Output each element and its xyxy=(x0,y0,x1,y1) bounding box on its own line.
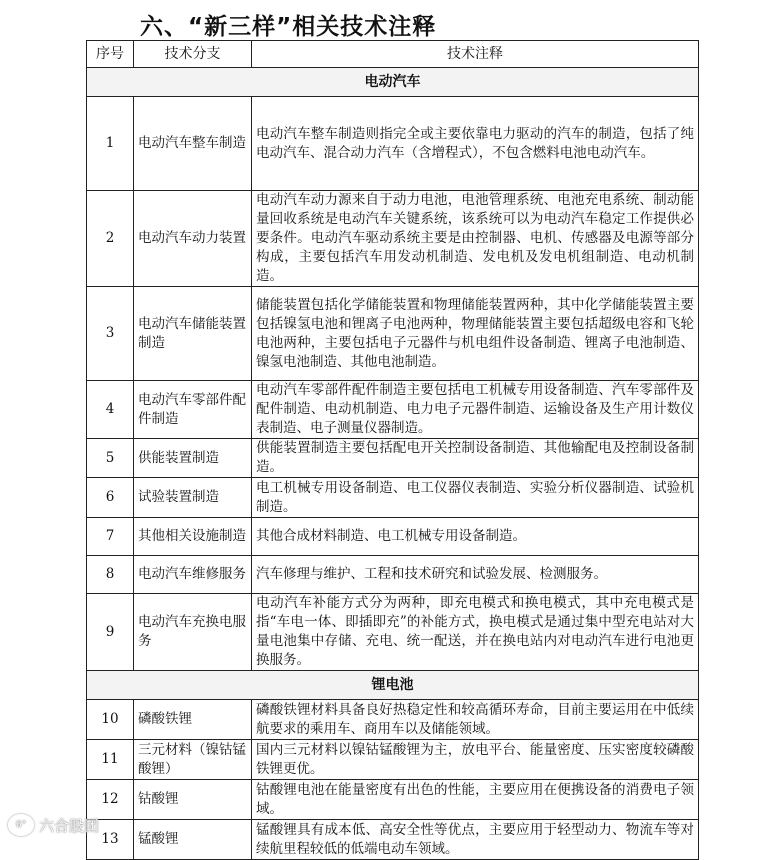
row-branch: 电动汽车维修服务 xyxy=(134,556,252,594)
row-note: 电动汽车动力源来自于动力电池，电池管理系统、电池充电系统、制动能量回收系统是电动汽车关键系统，该系统可以为电动汽车稳定工作提供必要条件。电动汽车驱动系统主要是由控制器、电机、传感器及电源等部分构成，主要包括汽车用发动机制造、发电机及发电机组制造、电动机制造。 xyxy=(252,191,699,287)
row-branch: 电动汽车动力装置 xyxy=(134,191,252,287)
table-row xyxy=(87,556,699,594)
header-number: 序号 xyxy=(87,41,134,68)
section-title: 电动汽车 xyxy=(87,68,699,97)
row-number: 12 xyxy=(87,780,134,820)
row-note: 储能装置包括化学储能装置和物理储能装置两种，其中化学储能装置主要包括镍氢电池和锂离子电池两种，物理储能装置主要包括超级电容和飞轮电池两种，主要包括电子元器件与机电组件设备制造、锂离子电池制造、镍氢电池制造、其他电池制造。 xyxy=(252,287,699,381)
row-number: 7 xyxy=(87,518,134,556)
table-row xyxy=(87,478,699,518)
row-note: 汽车修理与维护、工程和技术研究和试验发展、检测服务。 xyxy=(252,556,699,594)
row-branch: 其他相关设施制造 xyxy=(134,518,252,556)
row-note: 钴酸锂电池在能量密度有出色的性能，主要应用在便携设备的消费电子领域。 xyxy=(252,780,699,820)
table-row xyxy=(87,287,699,381)
row-branch: 磷酸铁锂 xyxy=(134,700,252,740)
row-number: 4 xyxy=(87,381,134,439)
table-row xyxy=(87,381,699,439)
table-row xyxy=(87,97,699,191)
row-branch: 电动汽车储能装置制造 xyxy=(134,287,252,381)
row-note: 电动汽车整车制造则指完全或主要依靠电力驱动的汽车的制造，包括了纯电动汽车、混合动力汽车（含增程式），不包含燃料电池电动汽车。 xyxy=(252,97,699,191)
row-note: 国内三元材料以镍钴锰酸锂为主，放电平台、能量密度、压实密度较磷酸铁锂更优。 xyxy=(252,740,699,780)
row-number: 6 xyxy=(87,478,134,518)
watermark-logo-icon: 6° xyxy=(8,814,34,836)
row-branch: 供能装置制造 xyxy=(134,439,252,478)
row-branch: 电动汽车零部件配件制造 xyxy=(134,381,252,439)
row-branch: 试验装置制造 xyxy=(134,478,252,518)
watermark xyxy=(8,814,99,836)
table-row xyxy=(87,780,699,820)
row-number: 10 xyxy=(87,700,134,740)
row-branch: 电动汽车充换电服务 xyxy=(134,594,252,671)
row-branch: 锰酸锂 xyxy=(134,820,252,860)
row-note: 电工机械专用设备制造、电工仪器仪表制造、实验分析仪器制造、试验机制造。 xyxy=(252,478,699,518)
table-row xyxy=(87,700,699,740)
row-number: 8 xyxy=(87,556,134,594)
table-row xyxy=(87,439,699,478)
row-branch: 钴酸锂 xyxy=(134,780,252,820)
table-row xyxy=(87,594,699,671)
row-branch: 电动汽车整车制造 xyxy=(134,97,252,191)
technology-notes-table xyxy=(86,40,699,860)
row-note: 锰酸锂具有成本低、高安全性等优点，主要应用于轻型动力、物流车等对续航里程较低的低端电动车领域。 xyxy=(252,820,699,860)
row-number: 11 xyxy=(87,740,134,780)
table-row xyxy=(87,191,699,287)
row-note: 供能装置制造主要包括配电开关控制设备制造、其他输配电及控制设备制造。 xyxy=(252,439,699,478)
header-branch: 技术分支 xyxy=(134,41,252,68)
row-note: 磷酸铁锂材料具备良好热稳定性和较高循环寿命，目前主要运用在中低续航要求的乘用车、商用车以及储能领域。 xyxy=(252,700,699,740)
header-note: 技术注释 xyxy=(252,41,699,68)
row-number: 9 xyxy=(87,594,134,671)
row-number: 2 xyxy=(87,191,134,287)
section-row-ev xyxy=(87,68,699,97)
row-number: 1 xyxy=(87,97,134,191)
row-note: 电动汽车零部件配件制造主要包括电工机械专用设备制造、汽车零部件及配件制造、电动机制造、电力电子元器件制造、运输设备及生产用计数仪表制造、电子测量仪器制造。 xyxy=(252,381,699,439)
section-title: 锂电池 xyxy=(87,671,699,700)
watermark-text: 六合股团 xyxy=(39,816,100,835)
table-row xyxy=(87,518,699,556)
table-row xyxy=(87,740,699,780)
table-header-row xyxy=(87,41,699,68)
row-branch: 三元材料（镍钴锰酸锂） xyxy=(134,740,252,780)
row-number: 5 xyxy=(87,439,134,478)
row-number: 13 xyxy=(87,820,134,860)
section-row-lithium xyxy=(87,671,699,700)
row-number: 3 xyxy=(87,287,134,381)
page-title: 六、“新三样”相关技术注释 xyxy=(140,14,437,40)
row-note: 电动汽车补能方式分为两种，即充电模式和换电模式，其中充电模式是指“车电一体、即插即充”的补能方式，换电模式是通过集中型充电站对大量电池集中存储、充电、统一配送，并在换电站内对电动汽车进行电池更换服务。 xyxy=(252,594,699,671)
row-note: 其他合成材料制造、电工机械专用设备制造。 xyxy=(252,518,699,556)
